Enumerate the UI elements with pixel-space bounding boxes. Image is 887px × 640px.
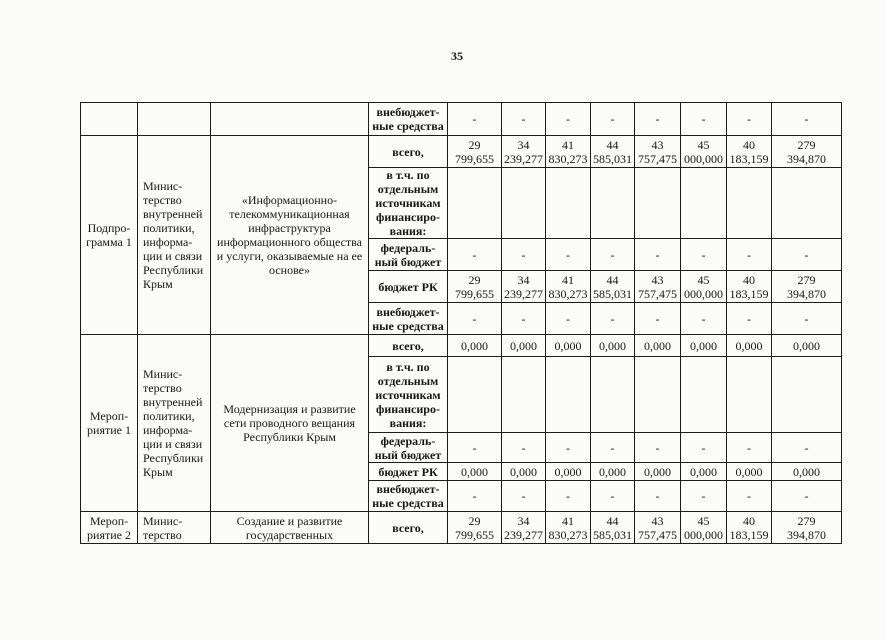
value-cell-col-5	[635, 512, 681, 544]
value-cell-col-8	[772, 103, 842, 136]
value: -	[804, 311, 809, 326]
source-label-total: всего,	[369, 512, 448, 544]
value-cell-col-7	[727, 433, 772, 463]
value-cell-col-8	[772, 512, 842, 544]
value-cell-col-6	[681, 271, 727, 303]
value: -	[747, 489, 751, 503]
value-cell-col-3	[546, 239, 591, 271]
value-cell-col-6	[681, 303, 727, 335]
activity-1-title: Модернизация и развитие сети проводного вещания Республики Крым	[211, 335, 369, 512]
value: 45 000,000	[684, 137, 723, 166]
value: -	[747, 311, 751, 326]
value: -	[610, 440, 615, 455]
value-cell-col-5	[635, 136, 681, 168]
value: 44 585,031	[593, 513, 632, 542]
activity-2-title: Создание и развитие государственных	[211, 512, 369, 544]
value: 0,000	[644, 338, 671, 353]
value-cell-col-4	[591, 433, 635, 463]
activity-2-total-row	[81, 512, 842, 544]
value-cell-col-2	[502, 463, 546, 481]
value-cell-col-7	[727, 239, 772, 271]
value: -	[521, 247, 526, 262]
value-cell-col-1	[448, 335, 502, 357]
value: 279 394,870	[787, 137, 826, 166]
value: 0,000	[644, 464, 671, 479]
value: 34 239,277	[504, 137, 543, 166]
source-label-federal-budget: федераль- ный бюджет	[369, 239, 448, 271]
value: 43 757,475	[638, 272, 677, 301]
subprogram-1-title: «Информационно- телекоммуникационная инфраструктура информационного общества и услуги, оказываемые на ее основе»	[211, 136, 369, 335]
source-label-extrabudgetary: внебюджет- ные средства	[369, 481, 448, 512]
value-cell-col-7	[727, 463, 772, 481]
value-cell-col-8	[772, 239, 842, 271]
value: 41 830,273	[548, 272, 588, 301]
value-cell-col-5	[635, 463, 681, 481]
value-cell-col-4	[591, 271, 635, 303]
value: 0,000	[599, 464, 626, 479]
value-cell-col-1	[448, 103, 502, 136]
value-cell-col-1	[448, 512, 502, 544]
value-cell-col-4	[591, 335, 635, 357]
value: -	[655, 311, 660, 326]
value: -	[655, 440, 660, 455]
value-cell-col-4	[591, 103, 635, 136]
value: 43 757,475	[638, 137, 677, 166]
value-cell-col-7	[727, 136, 772, 168]
page-number: 35	[451, 49, 463, 63]
activity-2-code: Мероп- риятие 2	[81, 512, 138, 544]
value: 40 183,159	[729, 513, 769, 542]
value-cell-col-5	[635, 433, 681, 463]
financing-table	[80, 102, 842, 544]
value: -	[566, 247, 570, 262]
value-cell-col-8	[772, 481, 842, 512]
value-cell-col-5	[635, 335, 681, 357]
value: -	[701, 112, 706, 126]
value-cell-col-7	[727, 103, 772, 136]
value-cell-col-6	[681, 463, 727, 481]
value: 45 000,000	[684, 272, 723, 301]
source-label-rk-budget: бюджет РК	[369, 271, 448, 303]
value: -	[472, 112, 477, 126]
value: -	[472, 311, 477, 326]
value: -	[804, 112, 809, 126]
empty-value-cell	[591, 357, 635, 433]
value: 43 757,475	[638, 513, 677, 542]
value-cell-col-1	[448, 481, 502, 512]
program-title-cell	[211, 103, 369, 136]
value-cell-col-2	[502, 239, 546, 271]
value-cell-col-2	[502, 303, 546, 335]
empty-value-cell	[448, 168, 502, 239]
value: -	[747, 247, 751, 262]
value-cell-col-6	[681, 481, 727, 512]
source-label-breakdown: в т.ч. по отдельным источникам финансиро- вания:	[369, 357, 448, 433]
value: -	[472, 247, 477, 262]
program-code-cell	[81, 103, 138, 136]
value: -	[610, 311, 615, 326]
carryover-extrabudgetary-row	[81, 103, 842, 136]
value-cell-col-2	[502, 335, 546, 357]
activity-2-executor: Минис- терство	[138, 512, 211, 544]
empty-value-cell	[448, 357, 502, 433]
source-label-federal-budget: федераль- ный бюджет	[369, 433, 448, 463]
value-cell-col-7	[727, 271, 772, 303]
source-label-rk-budget: бюджет РК	[369, 463, 448, 481]
empty-value-cell	[502, 168, 546, 239]
value: -	[701, 489, 706, 503]
value: -	[521, 489, 526, 503]
value: -	[521, 311, 526, 326]
empty-value-cell	[502, 357, 546, 433]
value: 41 830,273	[548, 137, 588, 166]
value: 0,000	[461, 338, 488, 353]
source-label-extrabudgetary: внебюджет- ные средства	[369, 303, 448, 335]
value-cell-col-3	[546, 103, 591, 136]
source-label: внебюджет- ные средства	[369, 103, 448, 136]
source-label-total: всего,	[369, 136, 448, 168]
value-cell-col-5	[635, 303, 681, 335]
value: 41 830,273	[548, 513, 588, 542]
value-cell-col-2	[502, 512, 546, 544]
value: 44 585,031	[593, 137, 632, 166]
value-cell-col-8	[772, 463, 842, 481]
value: -	[804, 489, 809, 503]
empty-value-cell	[727, 168, 772, 239]
value-cell-col-2	[502, 103, 546, 136]
value: -	[655, 112, 660, 126]
value-cell-col-3	[546, 463, 591, 481]
value-cell-col-4	[591, 303, 635, 335]
subprogram-1-code: Подпро- грамма 1	[81, 136, 138, 335]
value: 0,000	[793, 338, 820, 353]
empty-value-cell	[635, 357, 681, 433]
value: -	[804, 247, 809, 262]
value: 0,000	[510, 338, 537, 353]
value-cell-col-5	[635, 271, 681, 303]
value-cell-col-7	[727, 512, 772, 544]
value-cell-col-2	[502, 271, 546, 303]
value-cell-col-8	[772, 433, 842, 463]
subprogram-1-total-row	[81, 136, 842, 168]
value-cell-col-8	[772, 136, 842, 168]
value-cell-col-3	[546, 481, 591, 512]
value-cell-col-1	[448, 463, 502, 481]
value: 0,000	[690, 464, 717, 479]
value-cell-col-6	[681, 136, 727, 168]
value-cell-col-6	[681, 433, 727, 463]
value-cell-col-7	[727, 335, 772, 357]
value: -	[610, 112, 615, 126]
value-cell-col-7	[727, 303, 772, 335]
value: 0,000	[735, 338, 763, 353]
value-cell-col-3	[546, 271, 591, 303]
value: -	[701, 440, 706, 455]
value: -	[655, 489, 660, 503]
value-cell-col-4	[591, 136, 635, 168]
value-cell-col-6	[681, 239, 727, 271]
value: 34 239,277	[504, 272, 543, 301]
value-cell-col-7	[727, 481, 772, 512]
value: -	[521, 440, 526, 455]
value: -	[701, 247, 706, 262]
value-cell-col-1	[448, 271, 502, 303]
value-cell-col-8	[772, 303, 842, 335]
value: -	[747, 440, 751, 455]
empty-value-cell	[772, 357, 842, 433]
value-cell-col-1	[448, 239, 502, 271]
value: 29 799,655	[455, 137, 494, 166]
value-cell-col-6	[681, 103, 727, 136]
source-label-total: всего,	[369, 335, 448, 357]
value: 0,000	[599, 338, 626, 353]
value: -	[747, 112, 751, 126]
value: -	[566, 311, 570, 326]
value: 0,000	[735, 464, 763, 479]
value-cell-col-1	[448, 433, 502, 463]
value: 279 394,870	[787, 513, 826, 542]
value: 45 000,000	[684, 513, 723, 542]
value: -	[566, 112, 570, 126]
value: -	[472, 489, 477, 503]
value-cell-col-2	[502, 433, 546, 463]
value-cell-col-4	[591, 481, 635, 512]
empty-value-cell	[681, 168, 727, 239]
value: -	[566, 489, 570, 503]
value-cell-col-6	[681, 335, 727, 357]
value-cell-col-3	[546, 512, 591, 544]
source-label-breakdown: в т.ч. по отдельным источникам финансиро- вания:	[369, 168, 448, 239]
value: -	[804, 440, 809, 455]
value: 34 239,277	[504, 513, 543, 542]
value-cell-col-3	[546, 335, 591, 357]
value: 40 183,159	[729, 272, 769, 301]
value: -	[610, 489, 615, 503]
value-cell-col-4	[591, 463, 635, 481]
value-cell-col-3	[546, 303, 591, 335]
value-cell-col-5	[635, 481, 681, 512]
value-cell-col-8	[772, 271, 842, 303]
value-cell-col-1	[448, 303, 502, 335]
value: -	[655, 247, 660, 262]
empty-value-cell	[635, 168, 681, 239]
executor-cell	[138, 103, 211, 136]
value: 0,000	[793, 464, 820, 479]
empty-value-cell	[546, 168, 591, 239]
value-cell-col-6	[681, 512, 727, 544]
empty-value-cell	[772, 168, 842, 239]
activity-1-total-row	[81, 335, 842, 357]
value: 0,000	[554, 464, 582, 479]
empty-value-cell	[591, 168, 635, 239]
activity-1-code: Мероп- риятие 1	[81, 335, 138, 512]
value-cell-col-3	[546, 136, 591, 168]
value: -	[521, 112, 526, 126]
value: 0,000	[510, 464, 537, 479]
value-cell-col-4	[591, 512, 635, 544]
empty-value-cell	[727, 357, 772, 433]
value-cell-col-8	[772, 335, 842, 357]
value-cell-col-5	[635, 103, 681, 136]
value-cell-col-4	[591, 239, 635, 271]
value: 40 183,159	[729, 137, 769, 166]
value: 279 394,870	[787, 272, 826, 301]
value-cell-col-5	[635, 239, 681, 271]
value: -	[610, 247, 615, 262]
value: 0,000	[554, 338, 582, 353]
value-cell-col-2	[502, 136, 546, 168]
value: 0,000	[461, 464, 488, 479]
value: 29 799,655	[455, 513, 494, 542]
value: -	[472, 440, 477, 455]
subprogram-1-executor: Минис- терство внутренней политики, информа- ции и связи Республики Крым	[138, 136, 211, 335]
value-cell-col-1	[448, 136, 502, 168]
value: -	[701, 311, 706, 326]
value: 0,000	[690, 338, 717, 353]
value: -	[566, 440, 570, 455]
empty-value-cell	[681, 357, 727, 433]
value-cell-col-3	[546, 433, 591, 463]
value: 29 799,655	[455, 272, 494, 301]
value-cell-col-2	[502, 481, 546, 512]
value: 44 585,031	[593, 272, 632, 301]
empty-value-cell	[546, 357, 591, 433]
activity-1-executor: Минис- терство внутренней политики, информа- ции и связи Республики Крым	[138, 335, 211, 512]
